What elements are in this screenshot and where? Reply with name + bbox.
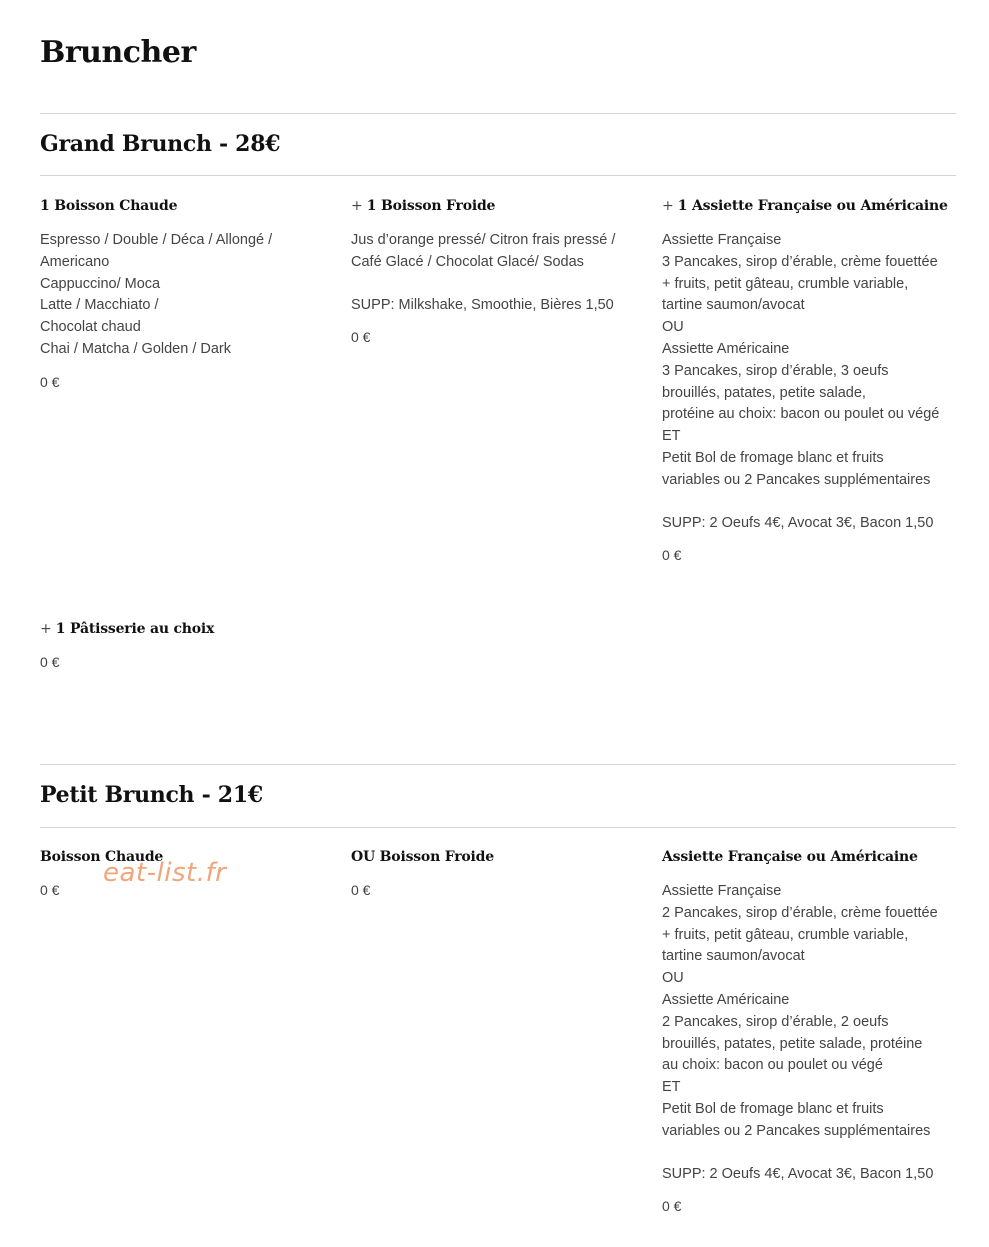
item-price: 0 € [662,547,682,564]
section-title-grand-brunch: Grand Brunch - 28€ [40,131,281,157]
divider [40,175,956,176]
divider [40,827,956,828]
item-price: 0 € [351,882,371,898]
menu-item-assiette [662,848,957,1215]
section-title-petit-brunch: Petit Brunch - 21€ [40,782,263,808]
page-title: Bruncher [40,35,196,70]
menu-item-boisson-froide [351,197,646,346]
divider [40,113,956,114]
item-price: 0 € [662,1198,682,1215]
item-price: 0 € [351,329,371,346]
item-supplement: SUPP: 2 Oeufs 4€, Avocat 3€, Bacon 1,50 [662,1165,934,1182]
item-supplement: SUPP: 2 Oeufs 4€, Avocat 3€, Bacon 1,50 [662,514,934,531]
item-description: Assiette Française 3 Pancakes, sirop d’érable, crème fouettée + fruits, petit gâteau, crumble variable, tartine saumon/avocat OU Assiette Américaine 3 Pancakes, sirop d’érable, 3 oeufs brouillés, patates, petite salade, protéine au choix: bacon ou poulet ou végé ET Petit Bol de fromage blanc et fruits variables ou 2 Pancakes supplémentaires [662,232,940,488]
item-title: Boisson Chaude [40,849,164,865]
watermark: eat-list.fr [103,858,227,888]
item-description: Jus d’orange pressé/ Citron frais pressé / Café Glacé / Chocolat Glacé/ Sodas [351,232,616,270]
item-title: + 1 Pâtisserie au choix [40,621,215,637]
item-description: Assiette Française 2 Pancakes, sirop d’érable, crème fouettée + fruits, petit gâteau, crumble variable, tartine saumon/avocat OU Assiette Américaine 2 Pancakes, sirop d’érable, 2 oeufs brouillés, patates, petite salade, protéine au choix: bacon ou poulet ou végé ET Petit Bol de fromage blanc et fruits variables ou 2 Pancakes supplémentaires [662,883,938,1139]
item-title: OU Boisson Froide [351,849,494,865]
menu-item-boisson-froide [351,848,646,899]
menu-item-boisson-chaude [40,197,335,391]
menu-item-assiette [662,197,957,564]
item-price: 0 € [40,654,60,670]
menu-item-patisserie [40,620,335,671]
item-price: 0 € [40,373,60,390]
item-supplement: SUPP: Milkshake, Smoothie, Bières 1,50 [351,296,614,313]
item-title: + 1 Assiette Française ou Américaine [662,198,948,214]
divider [40,764,956,765]
item-title: 1 Boisson Chaude [40,198,178,214]
item-title: + 1 Boisson Froide [351,198,496,214]
item-title: Assiette Française ou Américaine [662,849,918,865]
item-description: Espresso / Double / Déca / Allongé / Americano Cappuccino/ Moca Latte / Macchiato / Chocolat chaud Chai / Matcha / Golden / Dark [40,232,273,357]
item-price: 0 € [40,882,60,898]
